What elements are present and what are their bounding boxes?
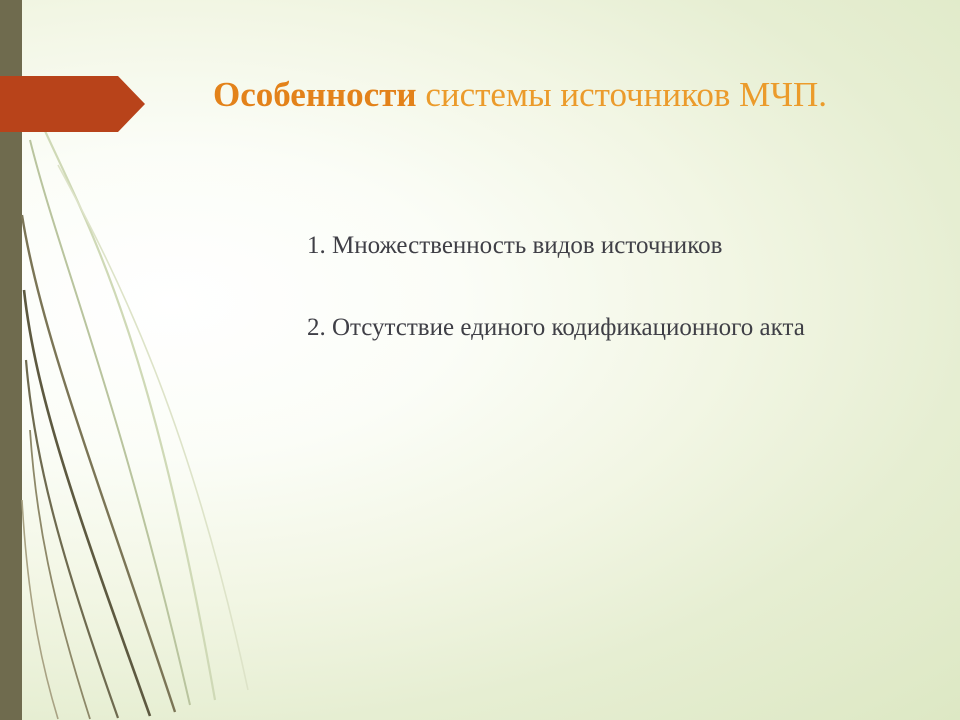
body-item-2: 2. Отсутствие единого кодификационного акта	[307, 314, 805, 342]
slide-body	[247, 228, 907, 347]
orange-arrow-banner	[0, 76, 145, 132]
body-item-1: 1. Множественность видов источников	[307, 232, 723, 259]
slide-title-accent: Особенности	[213, 75, 417, 114]
slide-title	[213, 74, 913, 117]
slide-title-rest: системы источников МЧП.	[416, 75, 828, 114]
